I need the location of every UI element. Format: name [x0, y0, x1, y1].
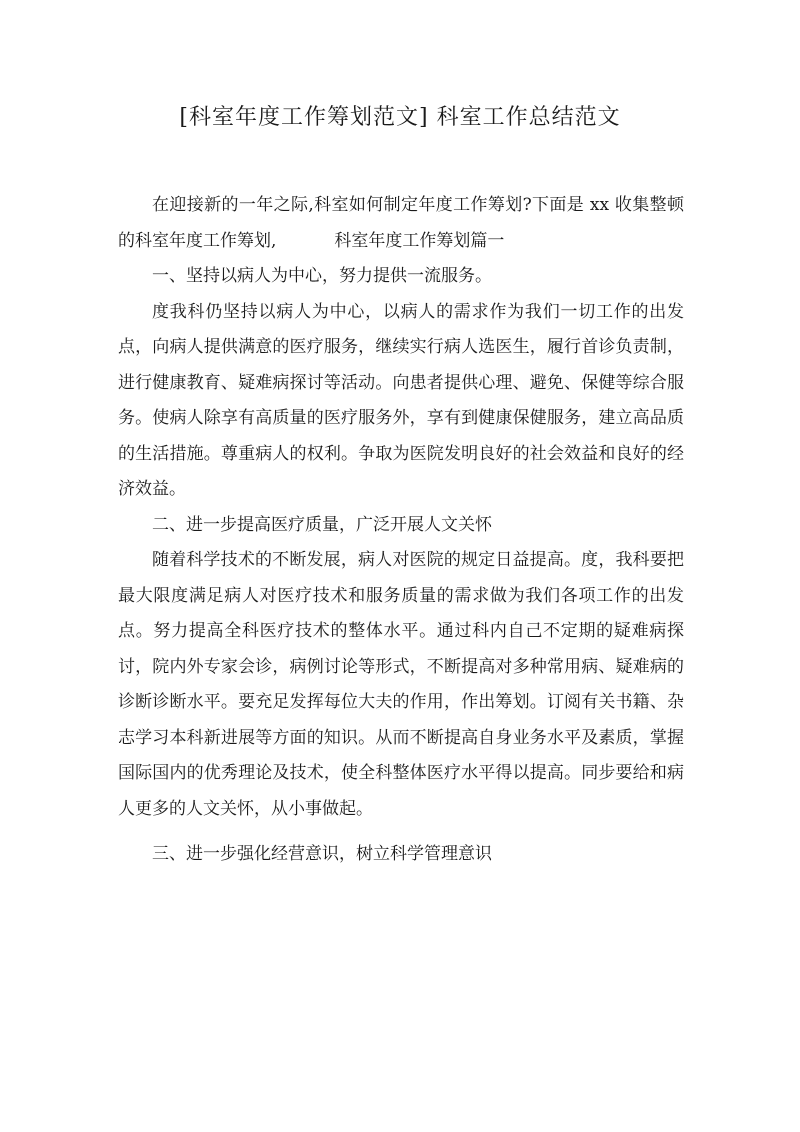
intro-paragraph [118, 188, 684, 259]
section-2-body: 随着科学技术的不断发展，病人对医院的规定日益提高。度，我科要把最大限度满足病人对医疗技术和服务质量的需求做为我们各项工作的出发点。努力提高全科医疗技术的整体水平。通过科内自己不定期的疑难病探讨，院内外专家会诊，病例讨论等形式，不断提高对多种常用病、疑难病的诊断诊断水平。要充足发挥每位大夫的作用，作出筹划。订阅有关书籍、杂志学习本科新进展等方面的知识。从而不断提高自身业务水平及素质，掌握国际国内的优秀理论及技术，使全科整体医疗水平得以提高。同步要给和病人更多的人文关怀，从小事做起。 [118, 550, 684, 819]
intro-text: 在迎接新的一年之际,科室如何制定年度工作筹划?下面是 xx 收集整顿的科室年度工作筹划, [118, 195, 684, 251]
section-1-body: 度我科仍坚持以病人为中心，以病人的需求作为我们一切工作的出发点，向病人提供满意的医疗服务，继续实行病人选医生，履行首诊负责制，进行健康教育、疑难病探讨等活动。向患者提供心理、避免、保健等综合服务。使病人除享有高质量的医疗服务外，享有到健康保健服务，建立高品质的生活措施。尊重病人的权利。争取为医院发明良好的社会效益和良好的经济效益。 [118, 301, 684, 499]
section-1-heading: 一、坚持以病人为中心，努力提供一流服务。 [152, 266, 492, 286]
document-body [118, 188, 684, 873]
document-title: [科室年度工作筹划范文] 科室工作总结范文 [179, 105, 621, 130]
intro-subtitle: 科室年度工作筹划篇一 [334, 230, 505, 251]
section-3-heading: 三、进一步强化经营意识，树立科学管理意识 [152, 844, 492, 864]
section-2-heading: 二、进一步提高医疗质量，广泛开展人文关怀 [152, 514, 492, 535]
